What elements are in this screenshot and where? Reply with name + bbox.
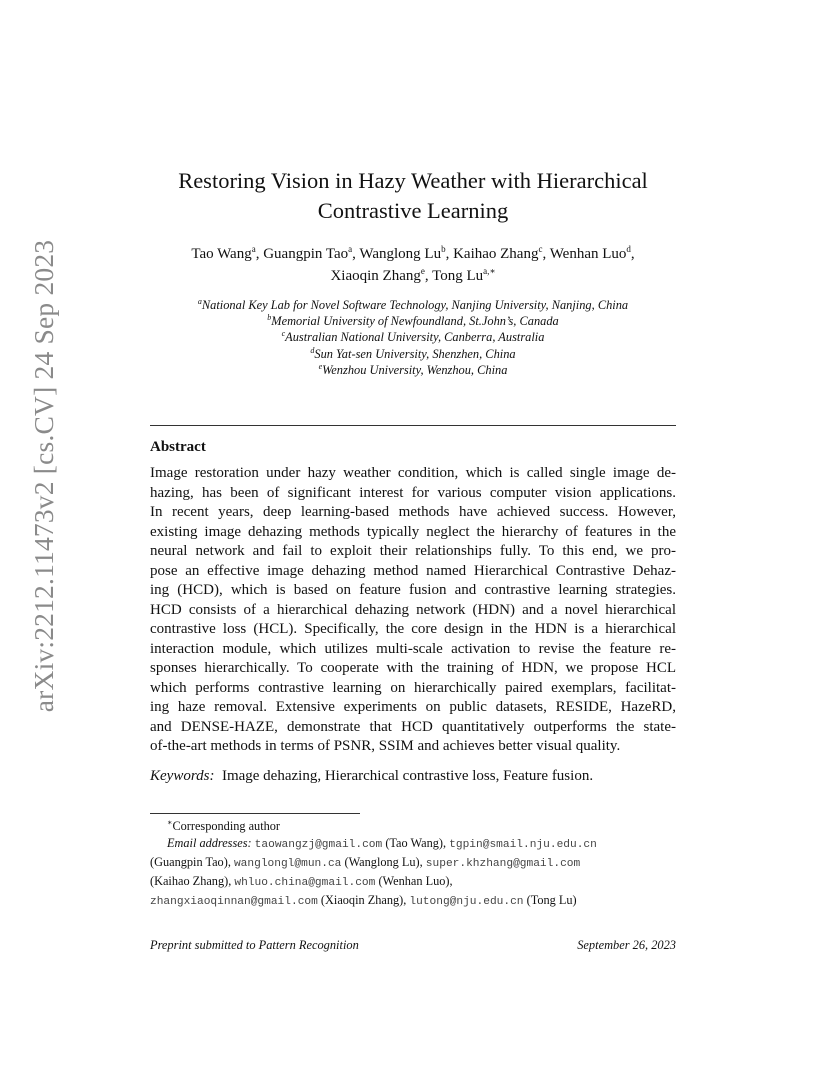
affiliation-item bbox=[150, 329, 676, 345]
affiliation-mark: d bbox=[310, 345, 315, 355]
corresponding-author-text: Corresponding author bbox=[172, 819, 281, 833]
email-link[interactable]: super.khzhang@gmail.com bbox=[425, 858, 581, 870]
author-name: Kaihao Zhang bbox=[453, 246, 539, 262]
email-link[interactable]: taowangzj@gmail.com bbox=[254, 839, 383, 851]
author-affiliation-mark: a bbox=[251, 244, 256, 254]
paper-title-line-2: Contrastive Learning bbox=[317, 198, 509, 223]
affiliation-item bbox=[150, 346, 676, 362]
email-owner: (Wenhan Luo) bbox=[378, 874, 450, 888]
corresponding-author-note bbox=[150, 818, 676, 835]
affiliation-text: National Key Lab for Novel Software Technology, Nanjing University, Nanjing, China bbox=[201, 298, 629, 312]
affiliation-item bbox=[150, 297, 676, 313]
email-owner: (Guangpin Tao) bbox=[150, 855, 228, 869]
abstract-line: and DENSE-HAZE, demonstrate that HCD quantitatively outperforms the state- bbox=[150, 718, 676, 735]
abstract-line: Image restoration under hazy weather condition, which is called single image de- bbox=[150, 465, 676, 481]
email-owner: (Xiaoqin Zhang) bbox=[320, 893, 404, 907]
abstract-line: which performs contrastive learning on hierarchically paired exemplars, facilitat- bbox=[150, 679, 676, 696]
abstract-line: interaction module, which utilizes multi-scale activation to revise the feature re- bbox=[150, 640, 676, 657]
abstract-heading: Abstract bbox=[150, 439, 206, 455]
abstract-line: sponses hierarchically. To cooperate with the training of HDN, we propose HCL bbox=[150, 660, 676, 676]
keywords bbox=[150, 768, 593, 785]
email-link[interactable]: wanglongl@mun.ca bbox=[233, 858, 342, 870]
email-owner: (Kaihao Zhang) bbox=[150, 874, 229, 888]
author-affiliation-mark: a,∗ bbox=[483, 266, 496, 276]
author-affiliation-mark: a bbox=[348, 244, 353, 254]
email-link[interactable]: whluo.china@gmail.com bbox=[234, 877, 376, 889]
email-link[interactable]: zhangxiaoqinnan@gmail.com bbox=[150, 896, 318, 908]
keywords-label: Keywords: bbox=[150, 768, 215, 784]
email-addresses-label: Email addresses: bbox=[167, 836, 252, 850]
email-line: (Guangpin Tao), wanglongl@mun.ca (Wanglong Lu), super.khzhang@gmail.com bbox=[150, 855, 581, 870]
abstract-line: HCD consists of a hierarchical dehazing network (HDN) and a novel hierarchical bbox=[150, 601, 676, 618]
author-name: Wanglong Lu bbox=[359, 246, 442, 262]
email-owner: (Wanglong Lu) bbox=[344, 855, 420, 869]
email-link[interactable]: tgpin@smail.nju.edu.cn bbox=[449, 839, 597, 851]
abstract-line: contrastive loss (HCL). Specifically, the core design in the HDN is a hierarchical bbox=[150, 621, 676, 637]
email-owner: (Tong Lu) bbox=[526, 893, 577, 907]
author-line-1: Tao Wang$^a$, Guangpin Tao$^a$, Wanglong Lu$^b$, Kaihao Zhang$^c$, Wenhan Luo$^d$, bbox=[191, 244, 635, 262]
abstract-top-divider bbox=[150, 425, 676, 426]
abstract-line: ing haze removal. Extensive experiments on public datasets, RESIDE, HazeRD, bbox=[150, 699, 676, 715]
author-line-2: Xiaoqin Zhang$^e$, Tong $Lu^{a,∗}$ bbox=[330, 266, 496, 284]
author-list bbox=[150, 243, 676, 287]
affiliation-mark: b bbox=[267, 313, 272, 323]
abstract-line: pose an effective image dehazing method named Hierarchical Contrastive Dehaz- bbox=[150, 562, 676, 579]
affiliation-list bbox=[150, 297, 676, 378]
abstract-line: of-the-art methods in terms of PSNR, SSIM and achieves better visual quality. bbox=[150, 738, 621, 754]
author-affiliation-mark: b bbox=[441, 244, 446, 254]
author-name: Xiaoqin Zhang bbox=[330, 268, 421, 284]
author-name: Tao Wang bbox=[191, 246, 252, 262]
affiliation-mark: a bbox=[197, 297, 202, 306]
author-name: Tong Lu bbox=[432, 268, 484, 284]
affiliation-text: Sun Yat-sen University, Shenzhen, China bbox=[314, 346, 516, 361]
author-name: Guangpin Tao bbox=[263, 246, 349, 262]
author-affiliation-mark: c bbox=[538, 244, 543, 254]
footnote bbox=[150, 818, 676, 911]
email-owner: (Tao Wang) bbox=[385, 836, 443, 850]
affiliation-text: Memorial University of Newfoundland, St.John’s, Canada bbox=[271, 314, 559, 329]
email-line: zhangxiaoqinnan@gmail.com (Xiaoqin Zhang), lutong@nju.edu.cn (Tong Lu) bbox=[150, 893, 577, 908]
abstract-line: ing (HCD), which is based on feature fusion and contrastive learning strategies. bbox=[150, 582, 676, 598]
author-name: Wenhan Luo bbox=[549, 246, 627, 262]
paper-title-line-1: Restoring Vision in Hazy Weather with Hierarchical bbox=[178, 168, 648, 193]
abstract-line: existing image dehazing methods typically neglect the hierarchy of features in the bbox=[150, 523, 676, 540]
footnote-divider bbox=[150, 813, 360, 814]
paper-title bbox=[150, 166, 676, 226]
affiliation-mark: e bbox=[318, 361, 323, 371]
affiliation-item bbox=[150, 313, 676, 329]
affiliation-mark: c bbox=[281, 329, 286, 339]
affiliation-text: Wenzhou University, Wenzhou, China bbox=[322, 362, 508, 377]
arxiv-identifier-text: arXiv:2212.11473v2 [cs.CV] 24 Sep 2023 bbox=[28, 239, 59, 713]
abstract-line: In recent years, deep learning-based methods have achieved success. However, bbox=[150, 504, 676, 520]
submission-date: September 26, 2023 bbox=[577, 938, 676, 952]
affiliation-item bbox=[150, 362, 676, 378]
email-line: (Kaihao Zhang), whluo.china@gmail.com (Wenhan Luo), bbox=[150, 874, 453, 889]
author-affiliation-mark: d bbox=[626, 244, 631, 254]
author-affiliation-mark: e bbox=[420, 266, 425, 276]
email-line: Email addresses: taowangzj@gmail.com (Tao Wang), tgpin@smail.nju.edu.cn bbox=[167, 836, 597, 851]
abstract-body bbox=[150, 464, 676, 757]
affiliation-text: Australian National University, Canberra, Australia bbox=[285, 330, 545, 345]
preprint-note: Preprint submitted to Pattern Recognition bbox=[150, 938, 359, 952]
abstract-line: hazing, has been of significant interest for various computer vision applications. bbox=[150, 484, 676, 501]
abstract-line: neural network and fail to exploit their relationships fully. To this end, we pro- bbox=[150, 543, 676, 559]
corresponding-mark: ∗ bbox=[167, 818, 173, 827]
email-link[interactable]: lutong@nju.edu.cn bbox=[409, 896, 524, 908]
keywords-text: Image dehazing, Hierarchical contrastive loss, Feature fusion. bbox=[221, 768, 594, 784]
